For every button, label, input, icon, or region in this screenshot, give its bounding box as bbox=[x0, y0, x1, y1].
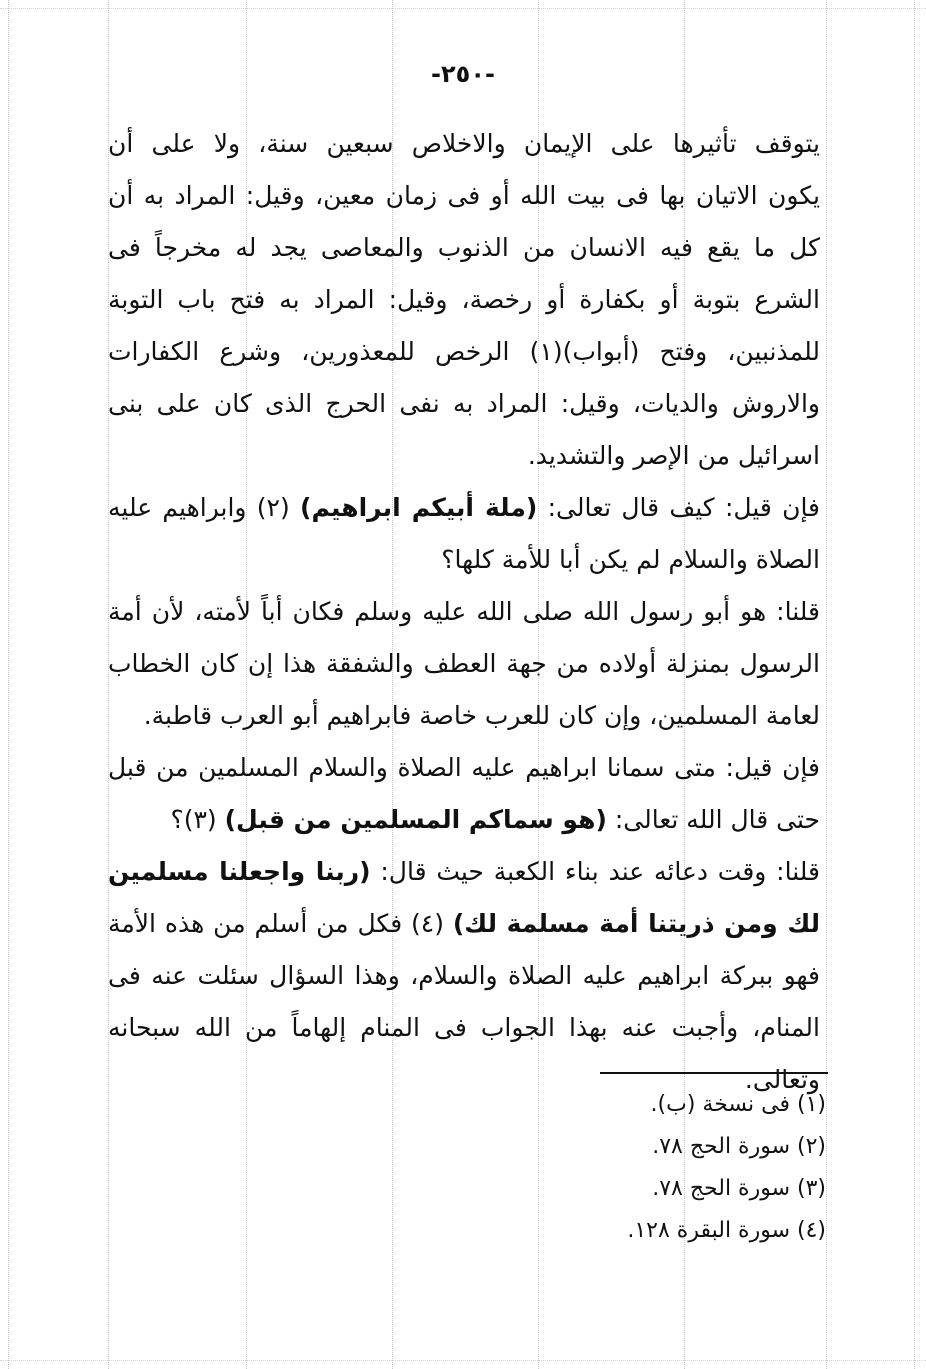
text-line: للمذنبين، وفتح (أبواب)(١) الرخص للمعذورين، وشرع الكفارات bbox=[108, 337, 820, 366]
text-line: يكون الاتيان بها فى بيت الله أو فى زمان معين، وقيل: المراد به أن bbox=[108, 181, 820, 210]
quran-quote: لك ومن ذريتنا أمة مسلمة لك) bbox=[452, 909, 820, 938]
scan-guide-line bbox=[8, 0, 9, 1369]
text-line: وتعالى. bbox=[744, 1065, 820, 1094]
text-segment: حتى قال الله تعالى: bbox=[614, 805, 820, 834]
scan-guide-line bbox=[0, 8, 926, 9]
text-line: فهو ببركة ابراهيم عليه الصلاة والسلام، وهذا السؤال سئلت عنه فى bbox=[108, 961, 820, 990]
text-segment: (٤) فكل من أسلم من هذه الأمة bbox=[108, 909, 444, 938]
text-line bbox=[108, 794, 820, 846]
footnote: (٣) سورة الحج ٧٨. bbox=[652, 1176, 826, 1201]
text-segment: (٢) وابراهيم عليه bbox=[108, 493, 290, 522]
scan-guide-line bbox=[0, 1360, 926, 1361]
quran-quote: (ربنا واجعلنا مسلمين bbox=[108, 857, 371, 886]
text-line: لعامة المسلمين، وإن كان للعرب خاصة فابراهيم أبو العرب قاطبة. bbox=[143, 701, 820, 730]
scan-guide-line bbox=[914, 0, 915, 1369]
body-text bbox=[108, 118, 820, 1106]
quran-quote: (ملة أبيكم ابراهيم) bbox=[300, 493, 538, 522]
text-line: المنام، وأجبت عنه بهذا الجواب فى المنام إلهاماً من الله سبحانه bbox=[108, 1013, 820, 1042]
quran-quote: (هو سماكم المسلمين من قبل) bbox=[224, 805, 607, 834]
scan-guide-line bbox=[826, 0, 827, 1369]
text-line: الصلاة والسلام لم يكن أبا للأمة كلها؟ bbox=[441, 545, 820, 574]
answer-intro: قلنا: وقت دعائه عند بناء الكعبة حيث قال: bbox=[380, 857, 820, 886]
question-intro: فإن قيل: كيف قال تعالى: bbox=[547, 493, 820, 522]
footnote-ref: (٣)؟ bbox=[170, 805, 217, 834]
footnote: (٢) سورة الحج ٧٨. bbox=[652, 1134, 826, 1159]
footnote-divider bbox=[600, 1072, 828, 1074]
footnote: (١) فى نسخة (ب). bbox=[650, 1092, 826, 1117]
text-line: الرسول بمنزلة أولاده من جهة العطف والشفقة هذا إن كان الخطاب bbox=[108, 649, 820, 678]
text-line: والاروش والديات، وقيل: المراد به نفى الحرج الذى كان على بنى bbox=[108, 389, 820, 418]
text-line bbox=[108, 482, 820, 534]
text-line: فإن قيل: متى سمانا ابراهيم عليه الصلاة والسلام المسلمين من قبل bbox=[108, 753, 820, 782]
page-number: -٢٥٠- bbox=[431, 60, 495, 88]
text-line: قلنا: هو أبو رسول الله صلى الله عليه وسلم فكان أباً لأمته، لأن أمة bbox=[108, 597, 820, 626]
text-line: يتوقف تأثيرها على الإيمان والاخلاص سبعين سنة، ولا على أن bbox=[108, 129, 820, 158]
text-line: كل ما يقع فيه الانسان من الذنوب والمعاصى يجد له مخرجاً فى bbox=[108, 233, 820, 262]
text-line: الشرع بتوبة أو بكفارة أو رخصة، وقيل: المراد به فتح باب التوبة bbox=[108, 285, 820, 314]
text-line bbox=[108, 898, 820, 950]
footnotes bbox=[400, 1084, 826, 1252]
text-line: اسرائيل من الإصر والتشديد. bbox=[527, 441, 820, 470]
text-line bbox=[108, 846, 820, 898]
footnote: (٤) سورة البقرة ١٢٨. bbox=[627, 1218, 826, 1243]
